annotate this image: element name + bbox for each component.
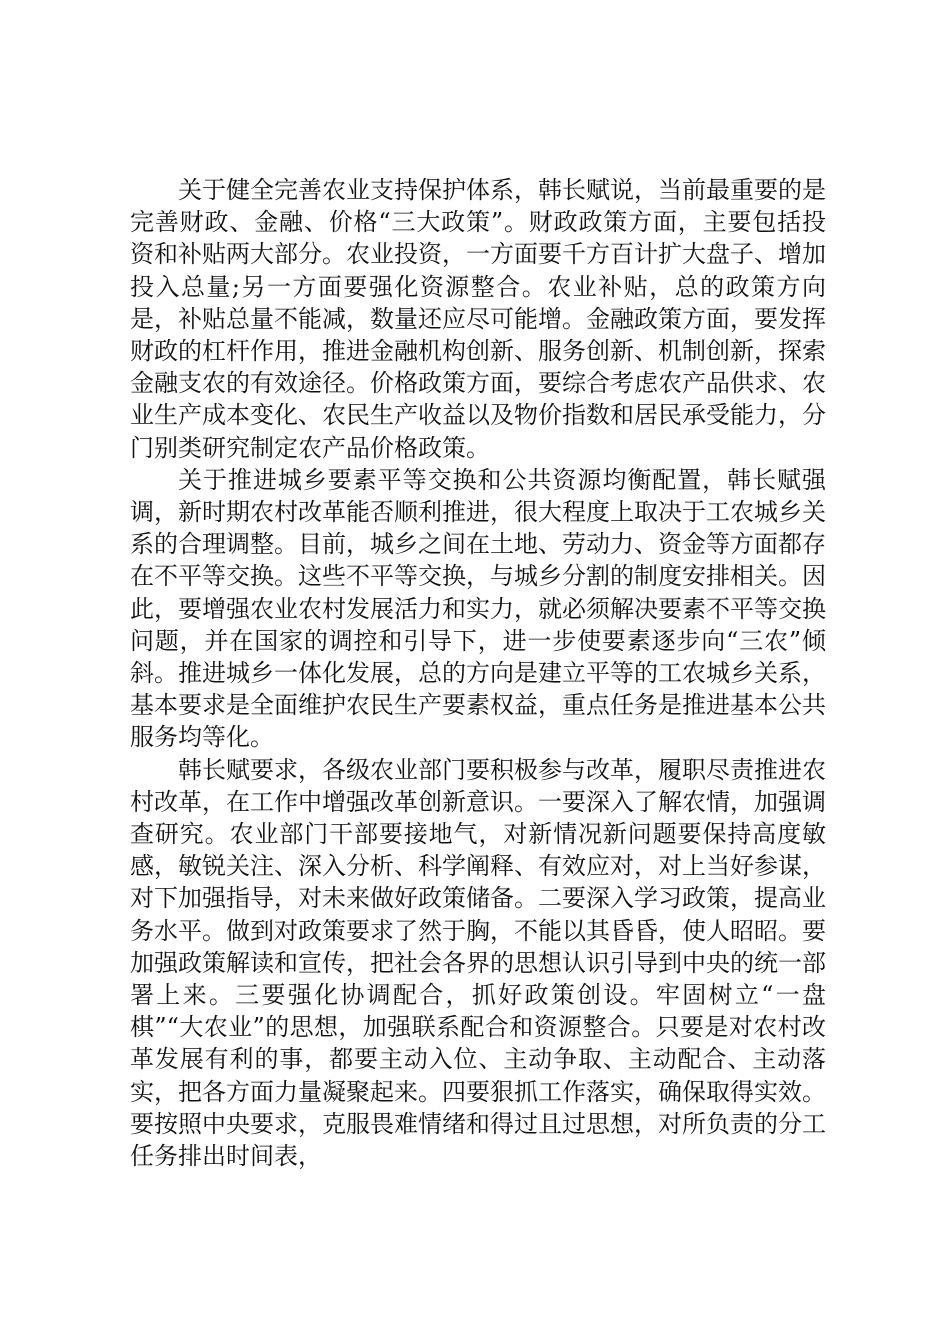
document-body: [130, 174, 826, 1172]
paragraph-department-requirements: 韩长赋要求，各级农业部门要积极参与改革，履职尽责推进农村改革，在工作中增强改革创新意识。一要深入了解农情，加强调查研究。农业部门干部要接地气，对新情况新问题要保持高度敏感，敏锐关注、深入分析、科学阐释、有效应对，对上当好参谋，对下加强指导，对未来做好政策储备。二要深入学习政策，提高业务水平。做到对政策要求了然于胸，不能以其昏昏，使人昭昭。要加强政策解读和宣传，把社会各界的思想认识引导到中央的统一部署上来。三要强化协调配合，抓好政策创设。牢固树立“一盘棋”“大农业”的思想，加强联系配合和资源整合。只要是对农村改革发展有利的事，都要主动入位、主动争取、主动配合、主动落实，把各方面力量凝聚起来。四要狠抓工作落实，确保取得实效。要按照中央要求，克服畏难情绪和得过且过思想，对所负责的分工任务排出时间表，: [130, 755, 826, 1171]
paragraph-urban-rural-exchange: 关于推进城乡要素平等交换和公共资源均衡配置，韩长赋强调，新时期农村改革能否顺利推进，很大程度上取决于工农城乡关系的合理调整。目前，城乡之间在土地、劳动力、资金等方面都存在不平等交换。这些不平等交换，与城乡分割的制度安排相关。因此，要增强农业农村发展活力和实力，就必须解决要素不平等交换问题，并在国家的调控和引导下，进一步使要素逐步向“三农”倾斜。推进城乡一体化发展，总的方向是建立平等的工农城乡关系，基本要求是全面维护农民生产要素权益，重点任务是推进基本公共服务均等化。: [130, 465, 826, 752]
paragraph-agricultural-support: 关于健全完善农业支持保护体系，韩长赋说，当前最重要的是完善财政、金融、价格“三大政策”。财政政策方面，主要包括投资和补贴两大部分。农业投资，一方面要千方百计扩大盘子、增加投入总量;另一方面要强化资源整合。农业补贴，总的政策方向是，补贴总量不能减，数量还应尽可能增。金融政策方面，要发挥财政的杠杆作用，推进金融机构创新、服务创新、机制创新，探索金融支农的有效途径。价格政策方面，要综合考虑农产品供求、农业生产成本变化、农民生产收益以及物价指数和居民承受能力，分门别类研究制定农产品价格政策。: [130, 176, 826, 462]
